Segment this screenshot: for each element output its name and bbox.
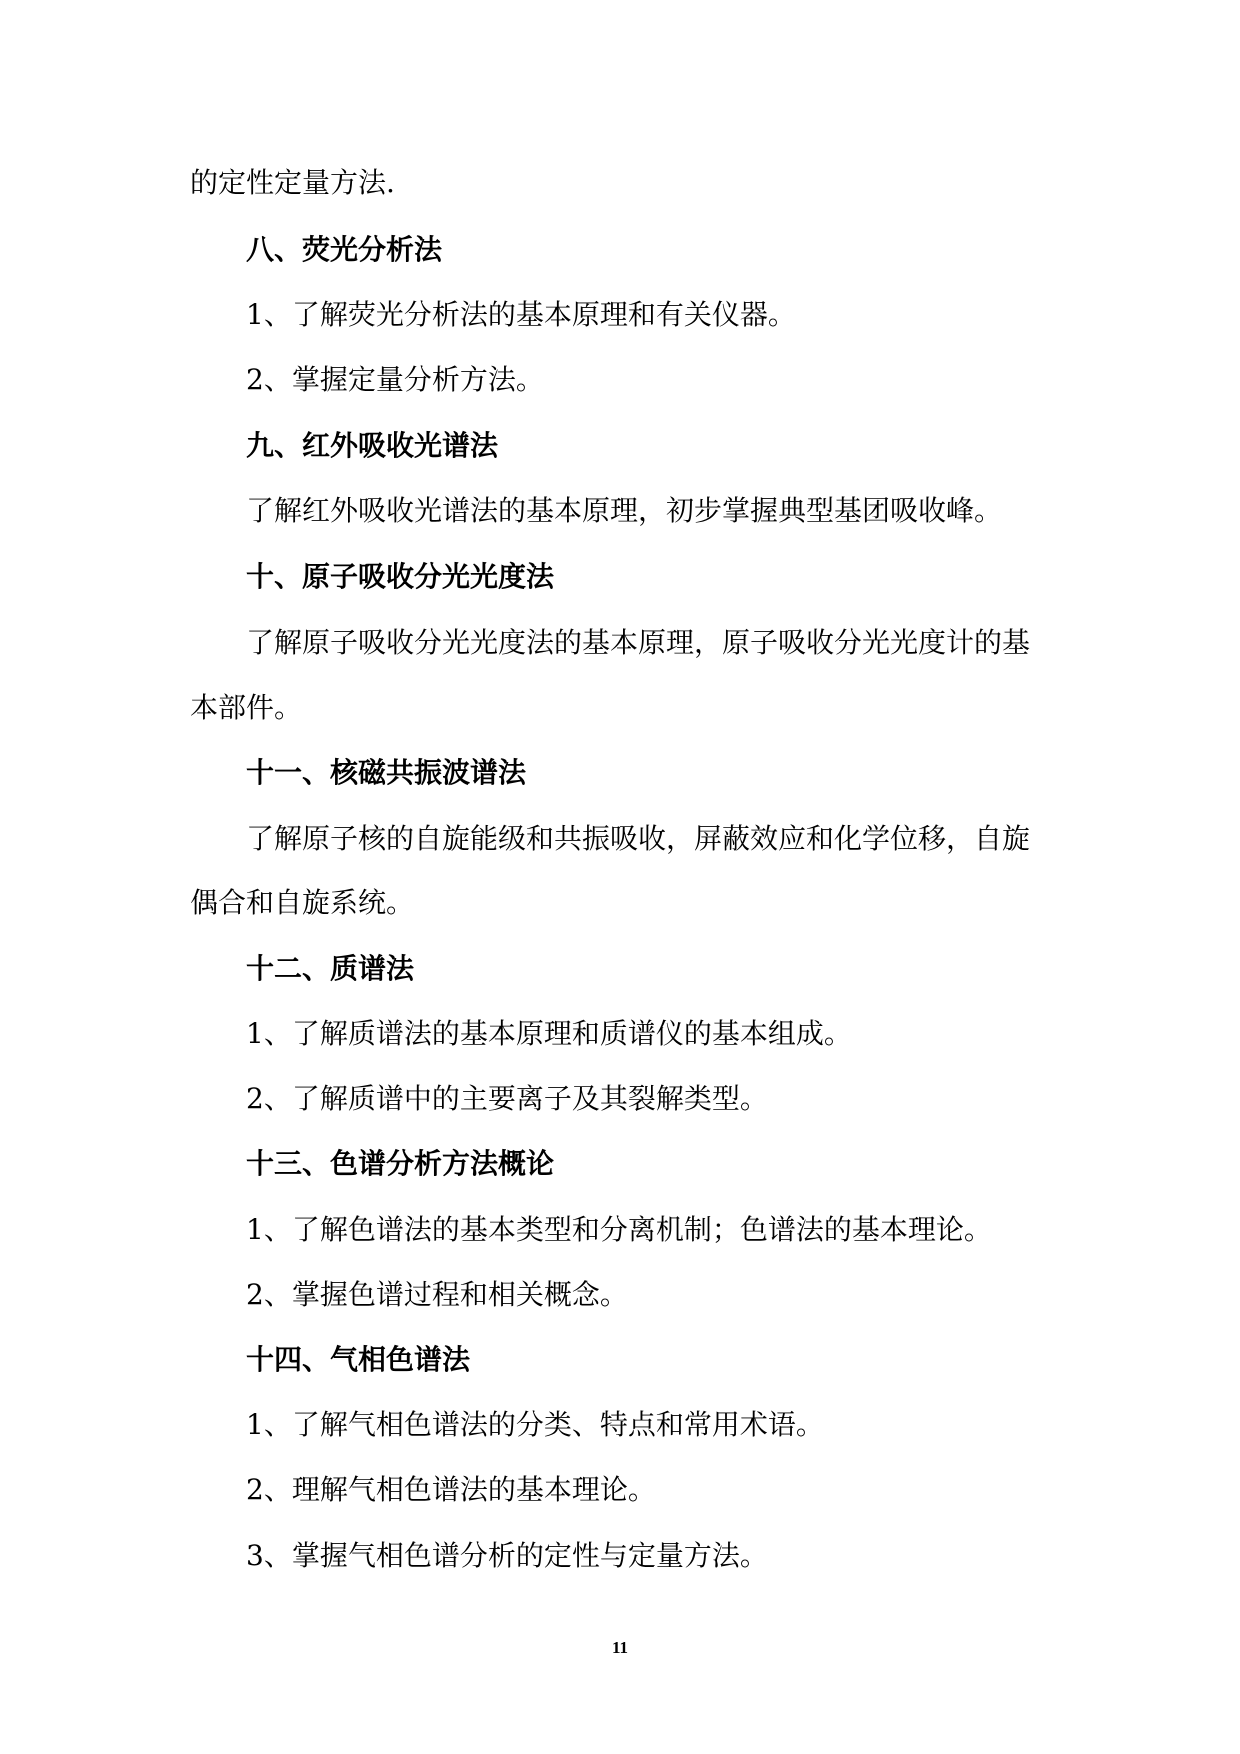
body-text-line: 了解原子核的自旋能级和共振吸收，屏蔽效应和化学位移，自旋 (246, 822, 1031, 855)
body-text-line: 的定性定量方法. (190, 166, 395, 199)
section-heading: 八、荧光分析法 (246, 233, 443, 266)
body-text-line: 1、了解色谱法的基本类型和分离机制；色谱法的基本理论。 (246, 1213, 992, 1246)
body-text-line: 了解原子吸收分光光度法的基本原理，原子吸收分光光度计的基 (246, 626, 1031, 659)
body-text-line: 2、理解气相色谱法的基本理论。 (246, 1473, 656, 1506)
body-text-line: 2、掌握定量分析方法。 (246, 363, 544, 396)
section-heading: 十、原子吸收分光光度法 (246, 560, 555, 593)
body-text-line: 2、掌握色谱过程和相关概念。 (246, 1278, 628, 1311)
section-heading: 十二、质谱法 (246, 952, 415, 985)
body-text-line: 偶合和自旋系统。 (190, 886, 415, 919)
body-text-line: 3、掌握气相色谱分析的定性与定量方法。 (246, 1539, 768, 1572)
body-text-line: 了解红外吸收光谱法的基本原理，初步掌握典型基团吸收峰。 (246, 494, 1003, 527)
body-text-line: 1、了解荧光分析法的基本原理和有关仪器。 (246, 298, 796, 331)
section-heading: 十四、气相色谱法 (246, 1343, 471, 1376)
body-text-line: 1、了解质谱法的基本原理和质谱仪的基本组成。 (246, 1017, 852, 1050)
section-heading: 十三、色谱分析方法概论 (246, 1147, 555, 1180)
body-text-line: 本部件。 (190, 691, 303, 724)
section-heading: 九、红外吸收光谱法 (246, 429, 499, 462)
body-text-line: 2、了解质谱中的主要离子及其裂解类型。 (246, 1082, 768, 1115)
page-number: 11 (611, 1638, 629, 1657)
section-heading: 十一、核磁共振波谱法 (246, 756, 527, 789)
body-text-line: 1、了解气相色谱法的分类、特点和常用术语。 (246, 1408, 824, 1441)
